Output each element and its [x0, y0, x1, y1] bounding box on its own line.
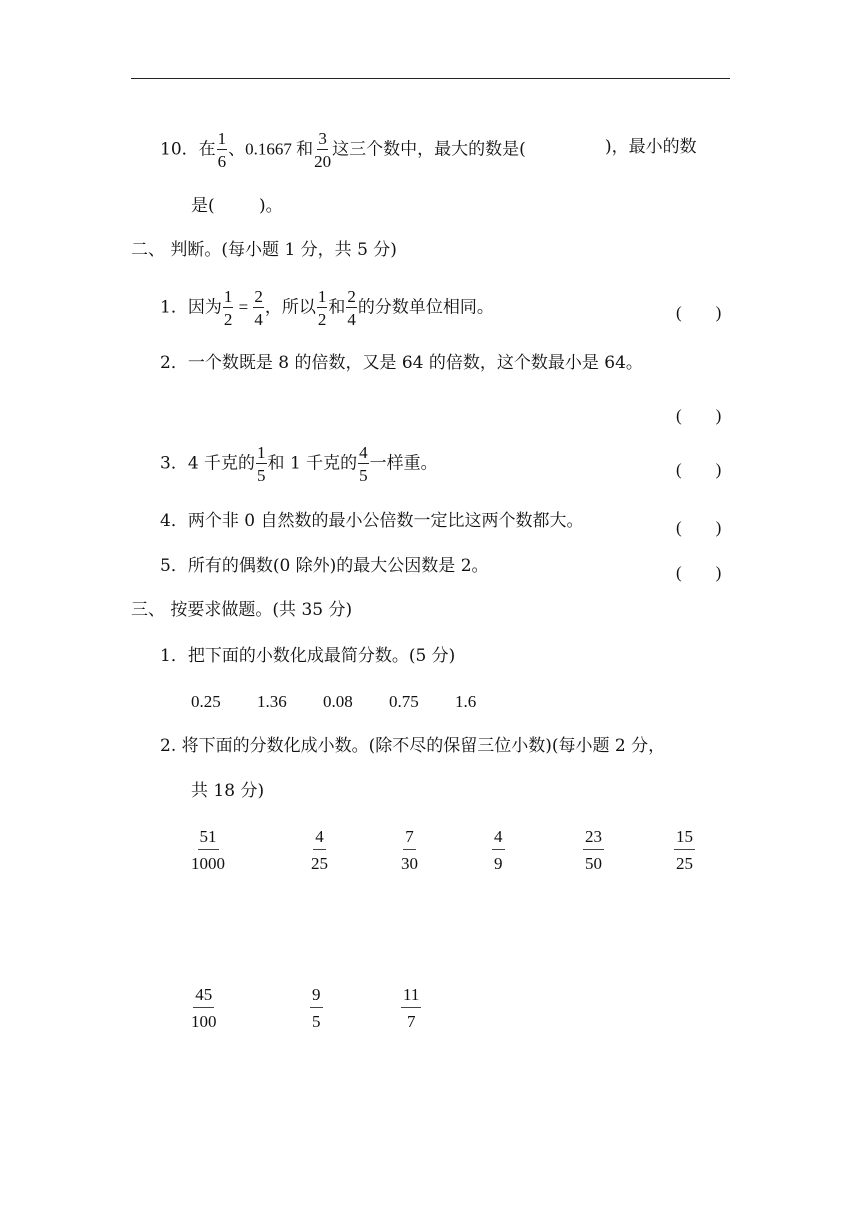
fraction-denominator: 25	[311, 854, 328, 873]
fraction-3-20	[314, 130, 331, 170]
fraction-numerator: 23	[583, 828, 604, 850]
fraction-denominator: 4	[347, 310, 356, 329]
fraction-denominator: 4	[254, 310, 263, 329]
q10-line2-start	[191, 198, 215, 215]
fraction-numerator: 2	[347, 287, 356, 306]
fraction-1-2	[223, 288, 234, 328]
decimal-0: 0.25	[191, 692, 221, 711]
fraction-numerator: 51	[198, 828, 219, 850]
q10-line1	[160, 130, 526, 170]
item3-text-b: 和 1 千克的	[267, 453, 358, 474]
fraction-item	[583, 828, 604, 872]
fraction-numerator: 45	[193, 986, 214, 1008]
fraction-denominator: 100	[191, 1012, 217, 1031]
q10-text-e: )。	[259, 196, 283, 216]
fraction-item	[191, 828, 225, 872]
item3-text-c: 一样重。	[369, 453, 438, 474]
judge-item-5: 5．所有的偶数(0 除外)的最大公因数是 2。	[160, 556, 489, 576]
fraction-numerator: 2	[254, 287, 263, 306]
fraction-numerator: 7	[403, 828, 416, 850]
q10-line1-end	[605, 139, 697, 156]
equals-sign: =	[234, 297, 253, 317]
fraction-denominator: 25	[676, 854, 693, 873]
q10-text-sep: 、0.1667 和	[228, 139, 314, 159]
answer-paren-3[interactable]: ( )	[676, 460, 722, 479]
fraction-numerator: 4	[492, 828, 505, 850]
item1-text-c: 和	[328, 297, 346, 318]
fraction-item	[401, 986, 421, 1030]
section3-heading: 三、 按要求做题。(共 35 分)	[131, 600, 353, 620]
answer-paren-5[interactable]: ( )	[676, 563, 722, 582]
fraction-denominator: 6	[217, 152, 227, 171]
item3-text-a: 3．4 千克的	[160, 453, 256, 474]
judge-item-1	[160, 288, 494, 328]
fraction-item	[310, 986, 323, 1030]
decimal-3: 0.75	[389, 692, 419, 711]
fraction-numerator: 15	[674, 828, 695, 850]
q10-text-a: 10．在	[160, 139, 216, 160]
fraction-item	[191, 986, 217, 1030]
judge-item-4: 4．两个非 0 自然数的最小公倍数一定比这两个数都大。	[160, 511, 584, 531]
fraction-numerator: 3	[318, 129, 327, 148]
fraction-item	[674, 828, 695, 872]
fraction-denominator: 9	[494, 854, 503, 873]
fraction-numerator: 11	[401, 986, 421, 1008]
fraction-numerator: 1	[257, 443, 266, 462]
fraction-numerator: 1	[317, 287, 327, 306]
fraction-denominator: 50	[585, 854, 602, 873]
q2-title-line1: 2. 将下面的分数化成小数。(除不尽的保留三位小数)(每小题 2 分，	[160, 736, 666, 756]
fraction-4-5	[358, 444, 369, 484]
fraction-item	[401, 828, 418, 872]
judge-item-3	[160, 444, 438, 484]
fraction-denominator: 30	[401, 854, 418, 873]
fraction-denominator: 2	[317, 310, 327, 329]
header-rule	[131, 78, 730, 79]
fraction-denominator: 7	[406, 1012, 416, 1031]
fraction-numerator: 1	[223, 287, 233, 306]
q2-title-line2: 共 18 分)	[191, 781, 265, 801]
section2-heading: 二、 判断。(每小题 1 分，共 5 分)	[131, 240, 397, 260]
item1-text-d: 的分数单位相同。	[357, 297, 494, 318]
fraction-denominator: 5	[312, 1012, 321, 1031]
q10-text-d: 是(	[191, 196, 215, 216]
decimal-2: 0.08	[323, 692, 353, 711]
fraction-denominator: 2	[223, 310, 233, 329]
q10-line2-end	[259, 198, 283, 215]
decimal-1: 1.36	[257, 692, 287, 711]
q1-title: 1．把下面的小数化成最简分数。(5 分)	[160, 646, 456, 666]
item1-text-b: ，所以	[264, 297, 316, 318]
fraction-numerator: 1	[217, 129, 227, 148]
fraction-1-2	[317, 288, 328, 328]
item1-text-a: 1．因为	[160, 297, 222, 318]
fraction-1-6	[217, 130, 228, 170]
fraction-denominator: 1000	[191, 854, 225, 873]
decimal-4: 1.6	[455, 692, 477, 711]
q10-text-c: )，最小的数	[605, 137, 697, 157]
answer-paren-4[interactable]: ( )	[676, 518, 722, 537]
fraction-denominator: 20	[314, 152, 332, 171]
fraction-numerator: 4	[313, 828, 326, 850]
answer-paren-2[interactable]: ( )	[676, 406, 722, 425]
fraction-numerator: 9	[310, 986, 323, 1008]
fraction-1-5	[256, 444, 267, 484]
fraction-2-4	[346, 288, 357, 328]
fraction-denominator: 5	[257, 466, 266, 485]
judge-item-2: 2．一个数既是 8 的倍数，又是 64 的倍数，这个数最小是 64。	[160, 353, 643, 373]
fraction-2-4	[253, 288, 264, 328]
fraction-numerator: 4	[359, 443, 368, 462]
fraction-item	[311, 828, 328, 872]
fraction-item	[492, 828, 505, 872]
q10-text-b: 这三个数中，最大的数是(	[332, 139, 526, 160]
fraction-denominator: 5	[359, 466, 368, 485]
answer-paren-1[interactable]: ( )	[676, 303, 722, 322]
